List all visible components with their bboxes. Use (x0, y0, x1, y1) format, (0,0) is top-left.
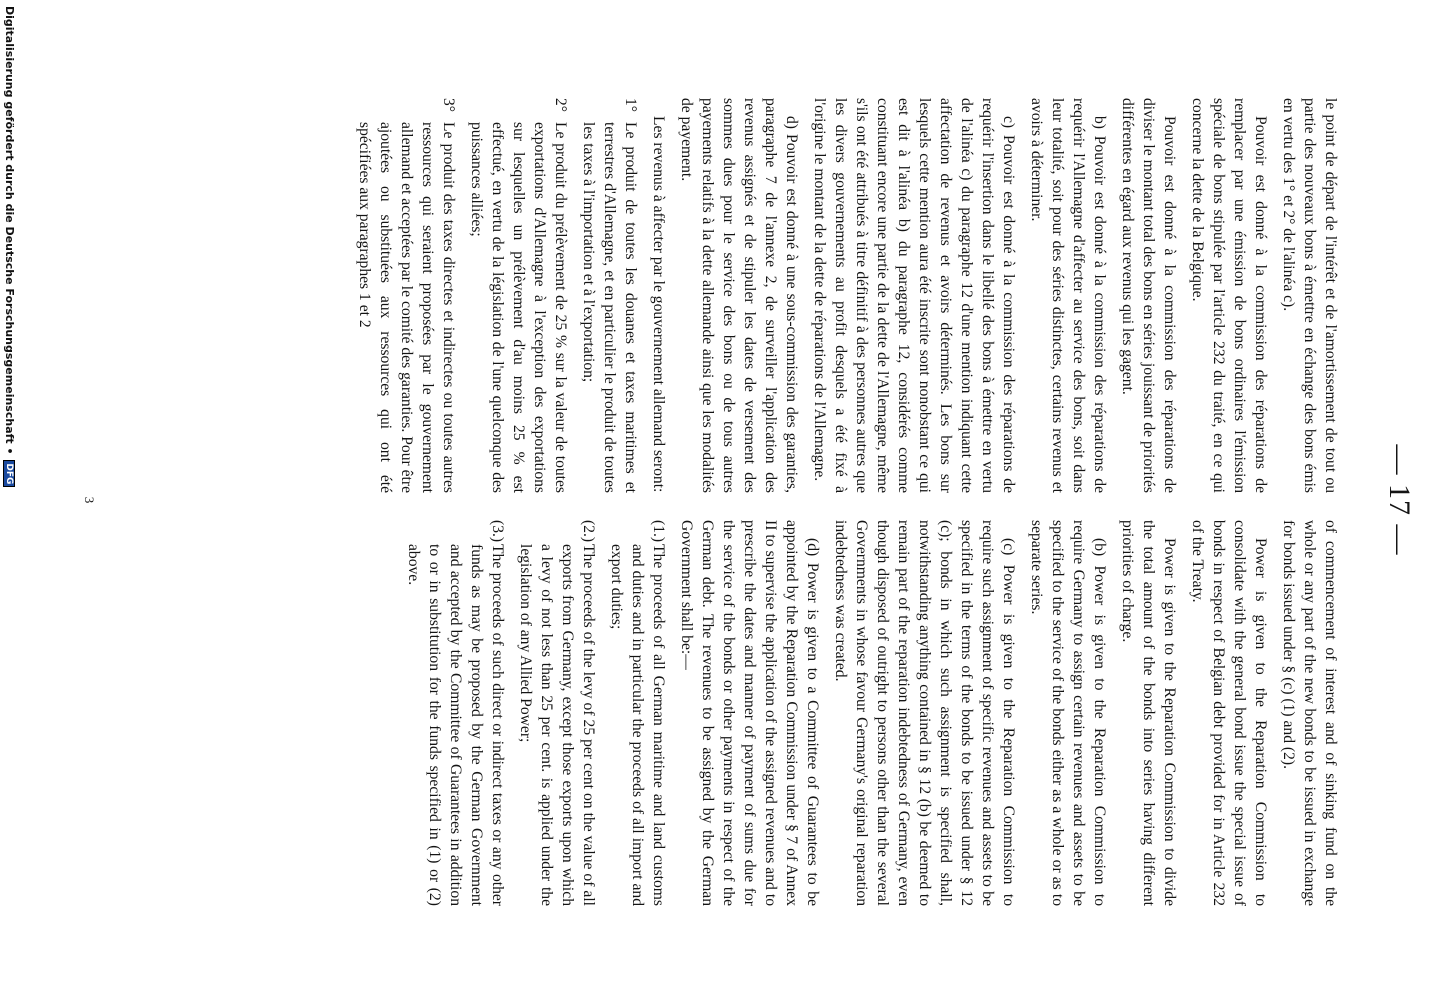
en-paragraph-d: (d) Power is given to a Committee of Guarantees to be appointed by the Reparation Commission under § 7 of Annex II to supervise the application of the assigned revenues and to prescribe the dates and manner of payment of sums due for the service of the bonds or other payments in respect of the German debt. The revenues to be assigned by the German Government shall be:— (678, 520, 821, 906)
fr-paragraph-d: d) Pouvoir est donné à une sous-commission des garanties, paragraphe 7 de l'annexe 2, de surveiller l'application des revenus assignés et de stipuler les dates de versement des sommes dues pour le service des bons ou de tous autres payements relatifs à la dette allemande ainsi que les modalités de payement. (678, 98, 800, 493)
en-list-item-2-text: The proceeds of the levy of 25 per cent on the value of all exports from Germany, except those exports upon which a levy of not less than 25 per cent. is applied under the legislation of any Allied Power; (517, 544, 597, 906)
en-list-item-1-number: (1.) (650, 520, 667, 543)
fr-list-item-1-text: Le produit de toutes les douanes et taxes maritimes et terrestres d'Allemagne, et en particulier le produit de toutes les taxes à l'importation et à l'exportation; (580, 122, 639, 493)
digitization-credit (3, 6, 16, 487)
credit-text: Digitalisierung gefördert durch die Deutsche Forschungsgemeinschaft • (3, 6, 16, 455)
fr-paragraph-3: Pouvoir est donné à la commission des réparations de diviser le montant total des bons en séries jouissant de priorités différentes en égard aux revenus qui les gagent. (1119, 98, 1178, 493)
en-paragraph-b: (b) Power is given to the Reparation Commission to require Germany to assign certain revenues and assets to be specified to the service of the bonds either as a whole or as to separate series. (1028, 520, 1108, 906)
en-list-item-3-number: (3.) (489, 520, 506, 543)
fr-paragraph-2: Pouvoir est donné à la commission des réparations de remplacer par une émission de bons ordinaires l'émission spéciale de bons stipulée par l'article 232 du traité, en ce qui concerne la dette de la Belgique. (1189, 98, 1269, 493)
en-list-item-3 (403, 520, 508, 906)
fr-list-item-2-number: 2° (552, 98, 569, 113)
en-list-item-1 (606, 520, 669, 906)
fr-revenues-intro: Les revenus à affecter par le gouvernement allemand seront: (650, 116, 667, 493)
fr-list-item-1 (578, 98, 641, 493)
en-list-item-1-text: The proceeds of all German maritime and land customs and duties and in particular the proceeds of all import and export duties; (608, 544, 667, 906)
en-list-item-2-number: (2.) (580, 520, 597, 543)
fr-list-item-3 (354, 98, 459, 493)
fr-paragraph-c: c) Pouvoir est donné à la commission des réparations de requérir l'insertion dans le libellé des bons à émettre en vertu de l'alinéa c) du paragraphe 12 d'une mention indiquant cette affectation de revenus et avoirs déterminés. Les bons sur lesquels cette mention aura été inscrite sont nonobstant ce qui est dit à l'alinéa b) du paragraphe 12, considérés comme constituant encore une partie de la dette de l'Allemagne, même s'ils ont été attribués à titre définitif à des personnes autres que les divers gouvernements au profit desquels a été fixé à l'origine le montant de la dette de réparations de l'Allemagne. (811, 98, 1017, 493)
en-list-item-2 (515, 520, 599, 906)
en-list-item-3-text: The proceeds of such direct or indirect taxes or any other funds as may be proposed by the German Government and accepted by the Committee of Guarantees in addition to or in substitution for the funds specified in (1) or (2) above. (405, 544, 506, 906)
fr-paragraph-b: b) Pouvoir est donné à la commission des réparations de requérir l'Allemagne d'affecter au service des bons, soit dans leur totalité, soit pour des séries distinctes, certains revenus et avoirs à déterminer. (1028, 98, 1108, 493)
fr-list-item-3-text: Le produit des taxes directes et indirectes ou toutes autres ressources qui seraient proposées par le gouvernement allemand et acceptées par le comité des garanties. Pour être ajoutées ou substituées aux ressources qui ont été spécifiées aux paragraphes 1 et 2 (356, 122, 457, 493)
fr-list-item-2 (466, 98, 571, 493)
french-column (347, 98, 1341, 493)
page-number: 3 (82, 496, 97, 504)
fr-list-item-3-number: 3° (440, 98, 457, 113)
fr-list-item-2-text: Le produit du prélèvement de 25 % sur la valeur de toutes exportations d'Allemagne à l'exception des exportations sur lesquelles un prélèvement d'au moins 25 % est effectué, en vertu de la législation de l'une quelconque des puissances alliées; (468, 122, 569, 493)
en-paragraph-3: Power is given to the Reparation Commission to divide the total amount of the bonds into series having different priorities of charge. (1119, 520, 1178, 906)
fr-list-item-1-number: 1° (622, 98, 639, 113)
fr-paragraph-1: le point de départ de l'intérêt et de l'amortissement de tout ou partie des nouveaux bons à émettre en échange des bons émis en vertu des 1° et 2° de l'alinéa c). (1280, 98, 1339, 493)
dfg-logo: DFG (3, 460, 15, 487)
en-paragraph-c: (c) Power is given to the Reparation Commission to require such assignment of specific revenues and assets to be specified in the terms of the bonds to be issued under § 12 (c); bonds in which such assignment is specified shall, notwithstanding anything contained in § 12 (b) be deemed to remain part of the reparation indebtedness of Germany, even though disposed of outright to persons other than the several Governments in whose favour Germany's original reparation indebtedness was created. (832, 520, 1017, 906)
en-paragraph-2: Power is given to the Reparation Commission to consolidate with the general bond issue the special issue of bonds in respect of Belgian debt provided for in Article 232 of the Treaty. (1189, 520, 1269, 906)
page-header: — 17 — (1383, 444, 1416, 556)
en-paragraph-1: of commencement of interest and of sinking fund on the whole or any part of the new bonds to be issued in exchange for bonds issued under § (c) (1) and (2). (1280, 520, 1339, 906)
english-column (396, 520, 1341, 906)
